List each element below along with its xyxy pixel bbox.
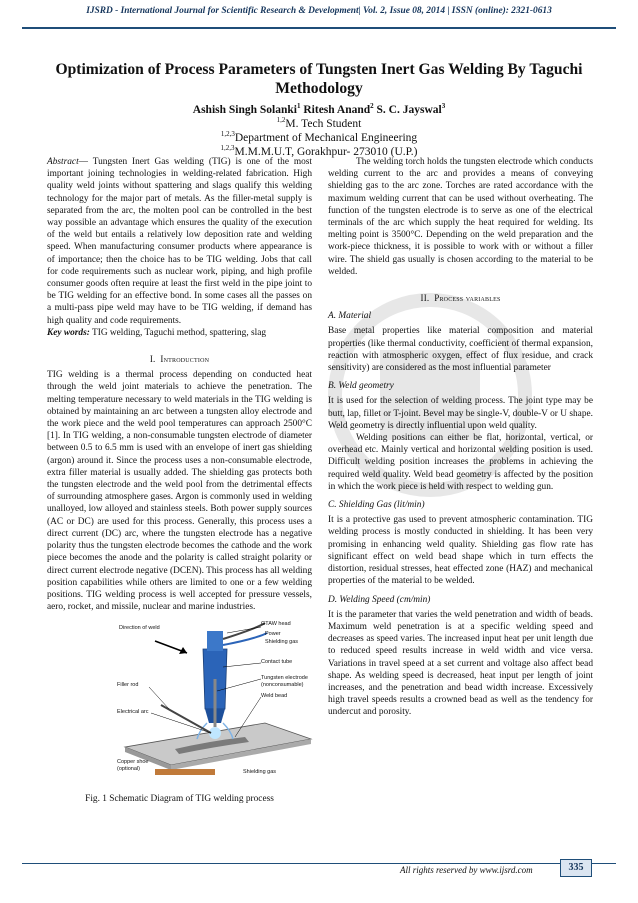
abstract-label: Abstract (47, 157, 79, 167)
author-name: S. C. Jayswal (376, 104, 442, 116)
tungsten-electrode (214, 679, 217, 727)
paragraph: It is the parameter that varies the weld penetration and width of beads. Maximum weld penetration is at a specific welding speed and decreases as speed varies. The increased input heat per unit length due to reduced speed results increase in weld width and vice versa. Variations in travel speed at a set current and voltage also affect bead shape. As welding speed is decreased, heat input per length of joint increases, and the penetration and bead width increase. Excessively high travel speeds results a crowned bead as well as the tendency for undercut and porosity. (328, 609, 593, 718)
section-heading (47, 353, 312, 365)
fig-label-shielding-bottom: Shielding gas (243, 769, 277, 776)
section-number: I. (149, 354, 156, 365)
affiliation-sup: 1,2,3 (220, 144, 235, 153)
keywords-text: TIG welding, Taguchi method, spattering, slag (89, 327, 267, 338)
fig-label-tungsten2: (nonconsumable) (261, 682, 304, 689)
fig-label-tungsten: Tungsten electrode (261, 675, 308, 682)
subsection-heading: D. Welding Speed (cm/min) (328, 594, 431, 605)
fig-label-shielding-top: Shielding gas (265, 639, 299, 646)
fig-label-contact: Contact tube (261, 659, 293, 666)
section-title: Process variables (434, 293, 501, 304)
page-number: 335 (560, 859, 592, 877)
left-column (47, 156, 312, 806)
keywords (47, 327, 312, 339)
affiliation-text: Department of Mechanical Engineering (234, 132, 418, 144)
fig-label-filler: Filler rod (117, 682, 139, 689)
paragraph: Base metal properties like material composition and material properties (like thermal conductivity, coefficient of thermal expansion, reaction with atmospheric oxygen, effect of flux residue, and crack sensitivity) are considered as the most influential parameter (328, 326, 593, 374)
fig-label-direction: Direction of weld (119, 625, 160, 632)
section-heading (328, 292, 593, 304)
author-sup: 3 (441, 102, 446, 111)
fig-label-optional: (optional) (117, 766, 140, 773)
author-sup: 1 (296, 102, 301, 111)
affiliation-text: M. Tech Student (285, 118, 362, 130)
fig-label-gtaw: GTAW head (261, 621, 291, 628)
paragraph: It is used for the selection of welding process. The joint type may be butt, lap, fillet or T-joint. Bevel may be single-V, double-V or U shape. Weld geometry is directly influential upon weld quality. (328, 396, 593, 431)
section-title: Introduction (160, 354, 210, 365)
torch-head (207, 631, 223, 651)
author-sup: 2 (370, 102, 374, 111)
fig-label-weldbead: Weld bead (261, 693, 288, 700)
affiliation-sup: 1,2 (276, 116, 286, 125)
keywords-label: Key words: (47, 327, 90, 338)
subsection-heading: A. Material (328, 311, 372, 322)
paragraph: It is a protective gas used to prevent atmospheric contamination. TIG welding process is mostly conducted in shielding. It has been very promising in enhancing weld quality. Shielding gas flow rate has significant effect on weld bead shape which in turn effects the distortion, residual stresses, heat effected zone (HAZ) and mechanical properties of the material to be welded. (328, 515, 593, 587)
copper-shoe (155, 769, 215, 775)
footer-text: All rights reserved by www.ijsrd.com (400, 865, 533, 875)
affiliation-line (30, 131, 608, 145)
figure-caption: Fig. 1 Schematic Diagram of TIG welding process (85, 794, 274, 805)
intro-paragraph: TIG welding is a thermal process depending on conducted heat through the weld joint materials to achieve the penetration. The melting temperature necessary to weld materials in the TIG welding is obtained by maintaining an arc between a tungsten alloy electrode and the work piece and the weld pool temperatures can approach 2500°C [1]. In TIG welding, a non-consumable tungsten electrode of diameter between 0.5 to 6.5 mm is used with an envelope of inert gas shielding (argon) around it. Since the process uses a non-consumable electrode, extra filler material is usually added. The shielding gas protects both the tungsten electrode and the weld pool from the detrimental effects of surrounding atmosphere gases. Argon is commonly used in welding unalloyed, low alloyed and stainless steels. Both power supply sources (AC or DC) are used for this process. Generally, this process uses a direct current (DC) arc, where the tungsten electrode has a negative polarity thus the tungsten electrode becomes the cathode and the work piece becomes the anode and the polarity is called straight polarity or direct current electrode negative (DCEN). This process has all welding position capabilities while others are limited to one or a few welding positions. TIG welding process is well accepted for pressure vessels, aero, rocket, and missile, nuclear and marine industries. (47, 370, 312, 613)
fig-label-power: Power (265, 631, 281, 638)
right-column (328, 156, 593, 719)
author-name: Ritesh Anand (303, 104, 371, 116)
fig-label-electrical: Electrical arc (117, 709, 149, 716)
affiliation-sup: 1,2,3 (220, 130, 235, 139)
affiliation-line (30, 117, 608, 131)
footer-rule (22, 863, 616, 864)
journal-header: IJSRD - International Journal for Scientific Research & Development| Vol. 2, Issue 08, 2014 | ISSN (online): 2321-0613 (86, 6, 552, 16)
subsection-heading: C. Shielding Gas (lit/min) (328, 500, 425, 511)
paper-title: Optimization of Process Parameters of Tungsten Inert Gas Welding By Taguchi Methodology (55, 61, 583, 97)
abstract (47, 156, 312, 327)
header-rule (22, 27, 616, 29)
gas-hose (223, 633, 267, 645)
paragraph: Welding positions can either be flat, horizontal, vertical, or overhead etc. Mainly vertical and horizontal welding position is used. Difficult welding position increases the problems in achieving the required weld quality. Weld bead geometry is affected by the position in which the work piece is held with respect to welding gun. (328, 433, 593, 492)
fig-label-copper: Copper shoe (117, 759, 149, 766)
author-line (30, 103, 608, 117)
torch-paragraph: The welding torch holds the tungsten electrode which conducts welding current to the arc and provides a means of conveying shielding gas to the arc zone. Torches are rated accordance with the maximum welding current that can be used without overheating. The function of the tungsten electrode is to serve as one of the electrical terminals of the arc which supply the heat required for welding. Its melting point is 3500°C. Depending on the weld preparation and the work-piece thickness, it is possible to work with or without a filler wire. The shield gas usually is chosen according to the material to be welded. (328, 157, 593, 277)
subsection-heading: B. Weld geometry (328, 381, 394, 392)
tig-diagram (115, 619, 315, 781)
abstract-text: — Tungsten Inert Gas welding (TIG) is one of the most important joining technologies in welding-related fabrication. High quality weld joints without spattering and slags qualify this welding technology for the major part of metals. As the filler-metal supply is separated from the arc, the molten pool can be controlled in the best way possible an advantage which ensures the quality of the execution of the weld but entails a relatively low deposition rate and welding speed. When manufacturing consumer products where appearance is of importance; then the choice has to be TIG welding. Jobs that call for code requirements such as nuclear work, piping, and high profile consumer goods often require at least the first weld in the pipe joint to be TIG welding for an effective bond. In some cases all the passes on a multi-pass pipe weld may have to be TIG welding, if demand has high quality and code requirements. (47, 157, 312, 326)
section-number: II. (420, 293, 430, 304)
affiliation-text: M.M.M.U.T, Gorakhpur- 273010 (U.P.) (234, 146, 418, 158)
author-name: Ashish Singh Solanki (192, 104, 297, 116)
